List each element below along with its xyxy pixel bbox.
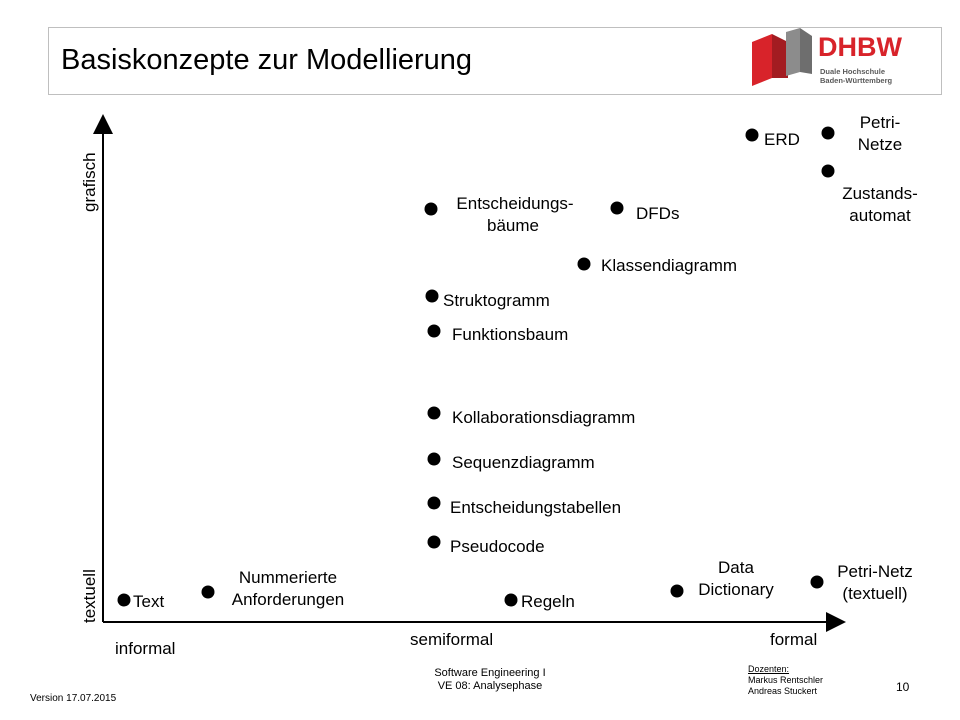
label-entscheidungsbaeume: Entscheidungs- bäume — [456, 194, 574, 235]
bullet-zustandsautomat — [822, 165, 835, 178]
label-kollaborationsdiagramm: Kollaborationsdiagramm — [452, 408, 636, 427]
label-pseudocode: Pseudocode — [450, 537, 545, 556]
logo-wordmark: DHBW — [818, 32, 902, 62]
page-number: 10 — [896, 680, 910, 694]
bullet-text — [118, 594, 131, 607]
bullet-dfds — [611, 202, 624, 215]
label-struktogramm: Struktogramm — [443, 291, 550, 310]
label-klassendiagramm: Klassendiagramm — [601, 256, 738, 275]
label-entscheidungstabellen: Entscheidungstabellen — [450, 498, 622, 517]
label-funktionsbaum: Funktionsbaum — [452, 325, 569, 344]
label-data-dictionary: Data Dictionary — [698, 558, 774, 599]
label-petri-netz-textuell: Petri-Netz (textuell) — [837, 562, 913, 603]
bullet-petri-netze — [822, 127, 835, 140]
bullet-erd — [746, 129, 759, 142]
bullet-struktogramm — [426, 290, 439, 303]
bullet-pseudocode — [428, 536, 441, 549]
label-zustandsautomat: Zustands- automat — [842, 184, 918, 225]
bullet-klassendiagramm — [578, 258, 591, 271]
label-nummerierte-anforderungen: Nummerierte Anforderungen — [231, 568, 345, 609]
bullet-funktionsbaum — [428, 325, 441, 338]
footer-dozenten: Dozenten: Markus Rentschler Andreas Stuckert — [748, 664, 824, 696]
logo-line1: Duale Hochschule — [820, 67, 886, 76]
label-dfds: DFDs — [636, 204, 680, 223]
x-axis-label-mid: semiformal — [410, 630, 494, 649]
page-title: Basiskonzepte zur Modellierung — [61, 44, 473, 76]
bullet-entscheidungstabellen — [428, 497, 441, 510]
label-regeln: Regeln — [521, 592, 575, 611]
footer-version: Version 17.07.2015 — [30, 693, 117, 704]
label-petri-netze: Petri- Netze — [857, 113, 903, 154]
label-erd: ERD — [764, 130, 800, 149]
label-text: Text — [133, 592, 165, 611]
bullet-regeln — [505, 594, 518, 607]
bullet-data-dictionary — [671, 585, 684, 598]
y-axis-label-top: grafisch — [80, 152, 99, 212]
footer-course: Software Engineering I VE 08: Analysephase — [434, 667, 546, 692]
x-axis-label-right: formal — [770, 630, 818, 649]
bullet-sequenzdiagramm — [428, 453, 441, 466]
label-sequenzdiagramm: Sequenzdiagramm — [452, 453, 595, 472]
bullet-kollaborationsdiagramm — [428, 407, 441, 420]
bullet-entscheidungsbaeume — [425, 203, 438, 216]
logo-line2: Baden-Württemberg — [820, 76, 893, 85]
y-axis-label-bottom: textuell — [80, 569, 99, 623]
x-axis-label-left: informal — [115, 639, 176, 658]
